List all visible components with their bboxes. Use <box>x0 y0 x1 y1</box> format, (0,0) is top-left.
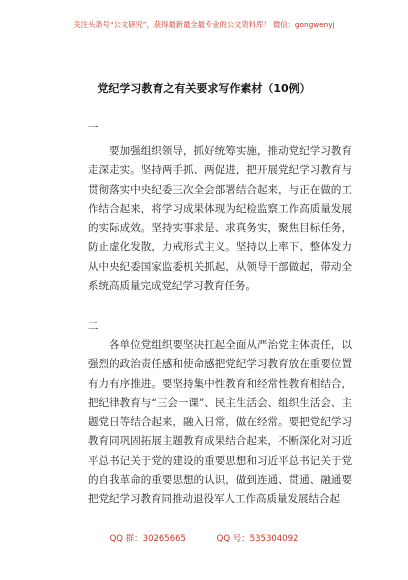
section-number-2: 二 <box>88 320 99 332</box>
header-banner: 关注头条号“公文研究”，获得最新最全最专业的公文资料库！ 微信：gongwenyj <box>73 20 335 29</box>
section-paragraph-1: 要加强组织领导，抓好统筹实施，推动党纪学习教育走深走实。坚持两手抓、两促进，把开展党纪学习教育与贯彻落实中央纪委三次全会部署结合起来，与正在做的工作结合起来，将学习成果体现为纪检监察工作高质量发展的实际成效。坚持实事求是、求真务实，聚焦目标任务，防止虚化发散，力戒形式主义。坚持以上率下、整体发力从中央纪委国家监委机关抓起，从领导干部做起，带动全系统高质量完成党纪学习教育任务。 <box>88 145 352 293</box>
section-paragraph-2: 各单位党组织要坚决扛起全面从严治党主体责任，以强烈的政治责任感和使命感把党纪学习教育放在重要位置有力有序推进。要坚持集中性教育和经常性教育相结合，把纪律教育与“三会一课”、民主生活会、组织生活会、主题党日等结合起来，融入日常，做在经常。要把党纪学习教育同巩固拓展主题教育成果结合起来，不断深化对习近平总书记关于党的建设的重要思想和习近平总书记关于党的自我革命的重要思想的认识，做到连通、贯通、融通要把党纪学习教育同推动退役军人工作高质量发展结合起 <box>88 339 352 506</box>
footer-contact <box>0 532 408 544</box>
footer-qq-number: QQ 号：535304092 <box>216 534 299 544</box>
document-title: 党纪学习教育之有关要求写作素材（10例） <box>97 82 311 95</box>
footer-qq-group: QQ 群：30265665 <box>109 534 186 544</box>
section-number-1: 一 <box>88 122 99 134</box>
